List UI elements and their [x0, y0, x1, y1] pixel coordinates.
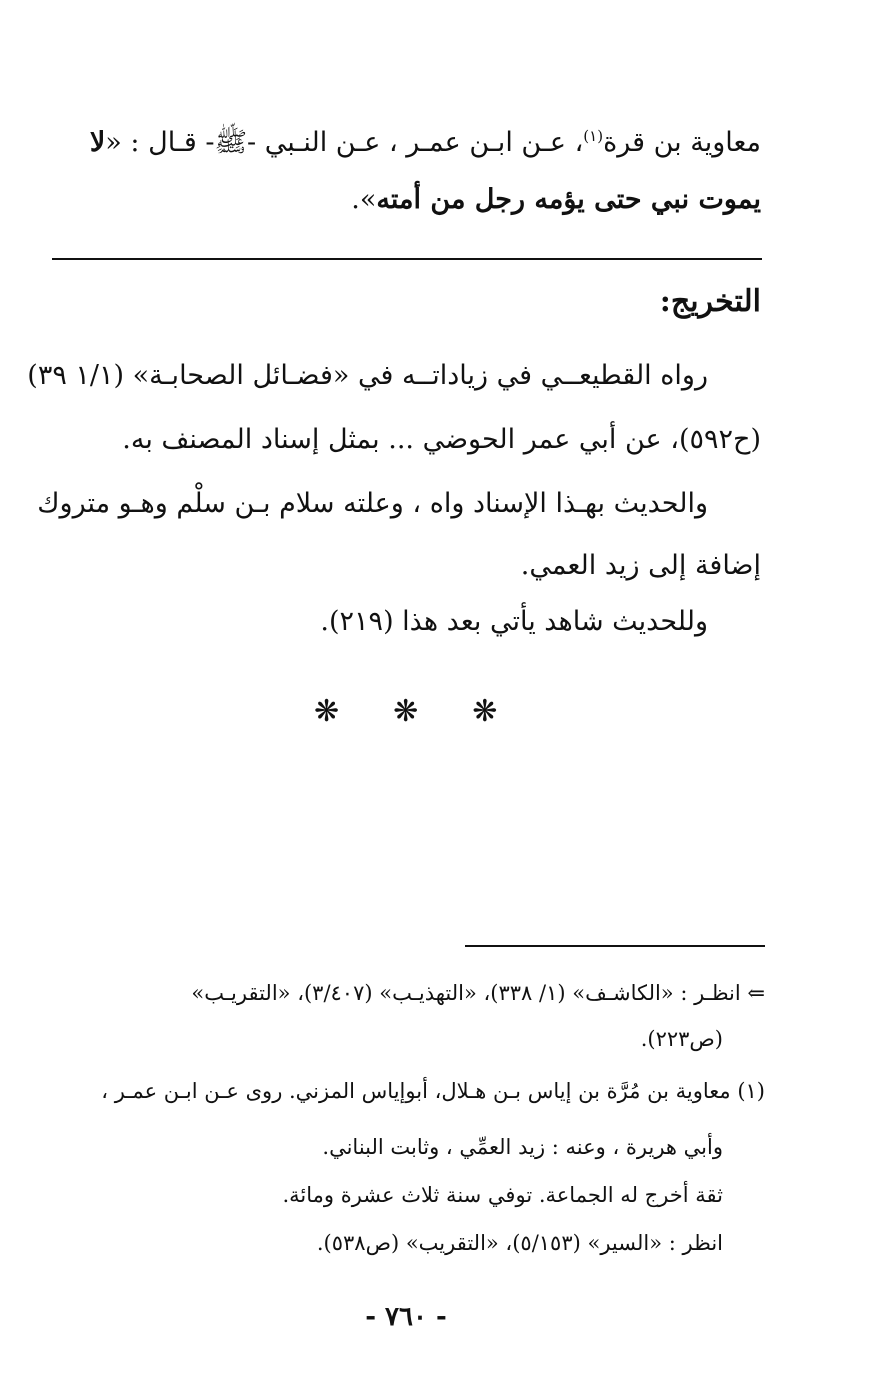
- star-ornament-icon: ❋: [314, 694, 340, 729]
- footnote-ref-1: (١): [583, 127, 604, 145]
- hadith-line-2: [41, 182, 761, 218]
- footnote-cont-line2: (ص٢٢٣).: [640, 1027, 723, 1051]
- star-ornament-icon: ❋: [393, 694, 419, 729]
- section-separator: [314, 694, 497, 729]
- footnote-divider: [465, 945, 765, 947]
- page-number: - ٧٦٠ -: [365, 1302, 447, 1332]
- narrator-name: معاوية بن قرة: [603, 127, 761, 158]
- footnote-1-line4: انظر : «السير» (٥/١٥٣)، «التقريب» (ص٥٣٨).: [316, 1231, 723, 1255]
- matn-start: لا: [89, 127, 106, 158]
- matn-text: يموت نبي حتى يؤمه رجل من أمته: [376, 184, 761, 215]
- chain-text: ، عـن ابـن عمـر ، عـن النـبي -ﷺ- قـال : «: [105, 127, 584, 158]
- takhrij-p3-line1: وللحديث شاهد يأتي بعد هذا (٢١٩).: [320, 606, 708, 637]
- takhrij-p2-line2: إضافة إلى زيد العمي.: [520, 550, 761, 581]
- takhrij-p1-line2: (ح٥٩٢)، عن أبي عمر الحوضي ... بمثل إسناد المصنف به.: [122, 424, 761, 455]
- takhrij-p2-line1: والحديث بهـذا الإسناد واه ، وعلته سلام بـن سلْم وهـو متروك: [37, 488, 708, 519]
- footnote-1-line2: وأبي هريرة ، وعنه : زيد العمِّي ، وثابت البناني.: [322, 1135, 723, 1159]
- matn-end: ».: [351, 184, 377, 215]
- section-divider: [52, 258, 762, 260]
- star-ornament-icon: ❋: [472, 694, 498, 729]
- takhrij-p1-line1: رواه القطيعــي في زياداتــه في «فضـائل الصحابـة» (١/١ ٣٩): [27, 360, 708, 391]
- takhrij-heading: التخريج:: [659, 284, 761, 319]
- footnote-1-line3: ثقة أخرج له الجماعة. توفي سنة ثلاث عشرة ومائة.: [282, 1183, 723, 1207]
- footnote-cont-line1: ⇐ انظـر : «الكاشـف» (١/ ٣٣٨)، «التهذيـب» (٣/٤٠٧)، «التقريـب»: [191, 981, 765, 1005]
- hadith-line-1: [41, 118, 761, 161]
- footnote-1-line1: (١) معاوية بن مُرَّة بن إياس بـن هـلال، أبوإياس المزني. روى عـن ابـن عمـر ،: [101, 1079, 765, 1103]
